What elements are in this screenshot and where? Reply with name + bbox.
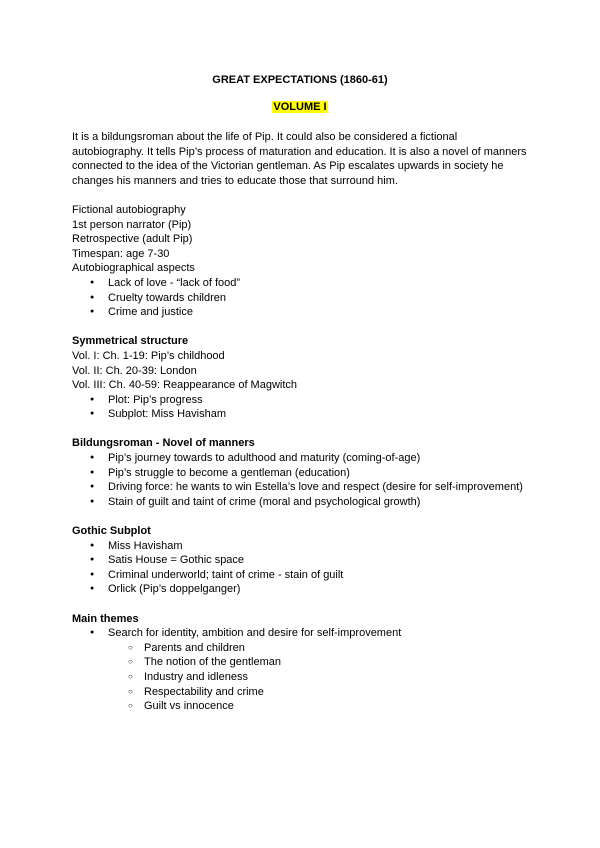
fictional-line-3: Timespan: age 7-30 — [72, 247, 170, 260]
list-item: ● Orlick (Pip’s doppelganger) — [72, 582, 532, 597]
fictional-line-1: 1st person narrator (Pip) — [72, 218, 192, 231]
gothic-list — [72, 539, 532, 597]
themes-heading: Main themes — [72, 612, 139, 625]
list-item: ● Criminal underworld; taint of crime - stain of guilt — [72, 568, 532, 583]
list-item: ○ The notion of the gentleman — [72, 655, 532, 670]
list-item: ● Pip’s struggle to become a gentleman (education) — [72, 466, 532, 481]
list-item: ● Driving force: he wants to win Estella’s love and respect (desire for self-improvement) — [72, 480, 532, 495]
intro-paragraph: It is a bildungsroman about the life of Pip. It could also be considered a fictional autobiography. It tells Pip’s process of maturation and education. It is also a novel of manners connected to the idea of the Victorian gentleman. As Pip escalates upwards in society he changes his manners and tries to educate those that surround him. — [72, 131, 527, 187]
fictional-line-4: Autobiographical aspects — [72, 262, 195, 275]
list-item: ● Crime and justice — [72, 305, 532, 320]
list-item: ● Cruelty towards children — [72, 291, 532, 306]
list-item: ○ Industry and idleness — [72, 670, 532, 685]
bildungsroman-list — [72, 451, 532, 509]
symmetrical-line-2: Vol. III: Ch. 40-59: Reappearance of Magwitch — [72, 379, 298, 392]
fictional-line-2: Retrospective (adult Pip) — [72, 233, 193, 246]
symmetrical-line-0: Vol. I: Ch. 1-19: Pip’s childhood — [72, 349, 225, 362]
document-title: GREAT EXPECTATIONS (1860-61) — [212, 74, 388, 86]
list-item: ● Plot: Pip’s progress — [72, 393, 532, 408]
volume-heading — [0, 100, 600, 115]
symmetrical-heading: Symmetrical structure — [72, 335, 189, 348]
symmetrical-list — [72, 393, 532, 422]
themes-sublist — [72, 641, 532, 714]
list-item: ● Pip’s journey towards to adulthood and maturity (coming-of-age) — [72, 451, 532, 466]
themes-list — [72, 626, 532, 641]
list-item: ○ Guilt vs innocence — [72, 699, 532, 714]
document-body — [72, 130, 532, 714]
list-item: ● Stain of guilt and taint of crime (moral and psychological growth) — [72, 495, 532, 510]
gothic-heading: Gothic Subplot — [72, 525, 151, 538]
fictional-line-0: Fictional autobiography — [72, 203, 186, 216]
list-item: ● Satis House = Gothic space — [72, 553, 532, 568]
list-item: ● Lack of love - “lack of food” — [72, 276, 532, 291]
list-item: ● Miss Havisham — [72, 539, 532, 554]
list-item: ● Search for identity, ambition and desire for self-improvement — [72, 626, 532, 641]
list-item: ● Subplot: Miss Havisham — [72, 407, 532, 422]
list-item: ○ Respectability and crime — [72, 685, 532, 700]
autobiographical-aspects-list — [72, 276, 532, 320]
symmetrical-line-1: Vol. II: Ch. 20-39: London — [72, 364, 197, 377]
bildungsroman-heading: Bildungsroman - Novel of manners — [72, 437, 255, 450]
volume-label: VOLUME I — [273, 101, 327, 113]
list-item: ○ Parents and children — [72, 641, 532, 656]
